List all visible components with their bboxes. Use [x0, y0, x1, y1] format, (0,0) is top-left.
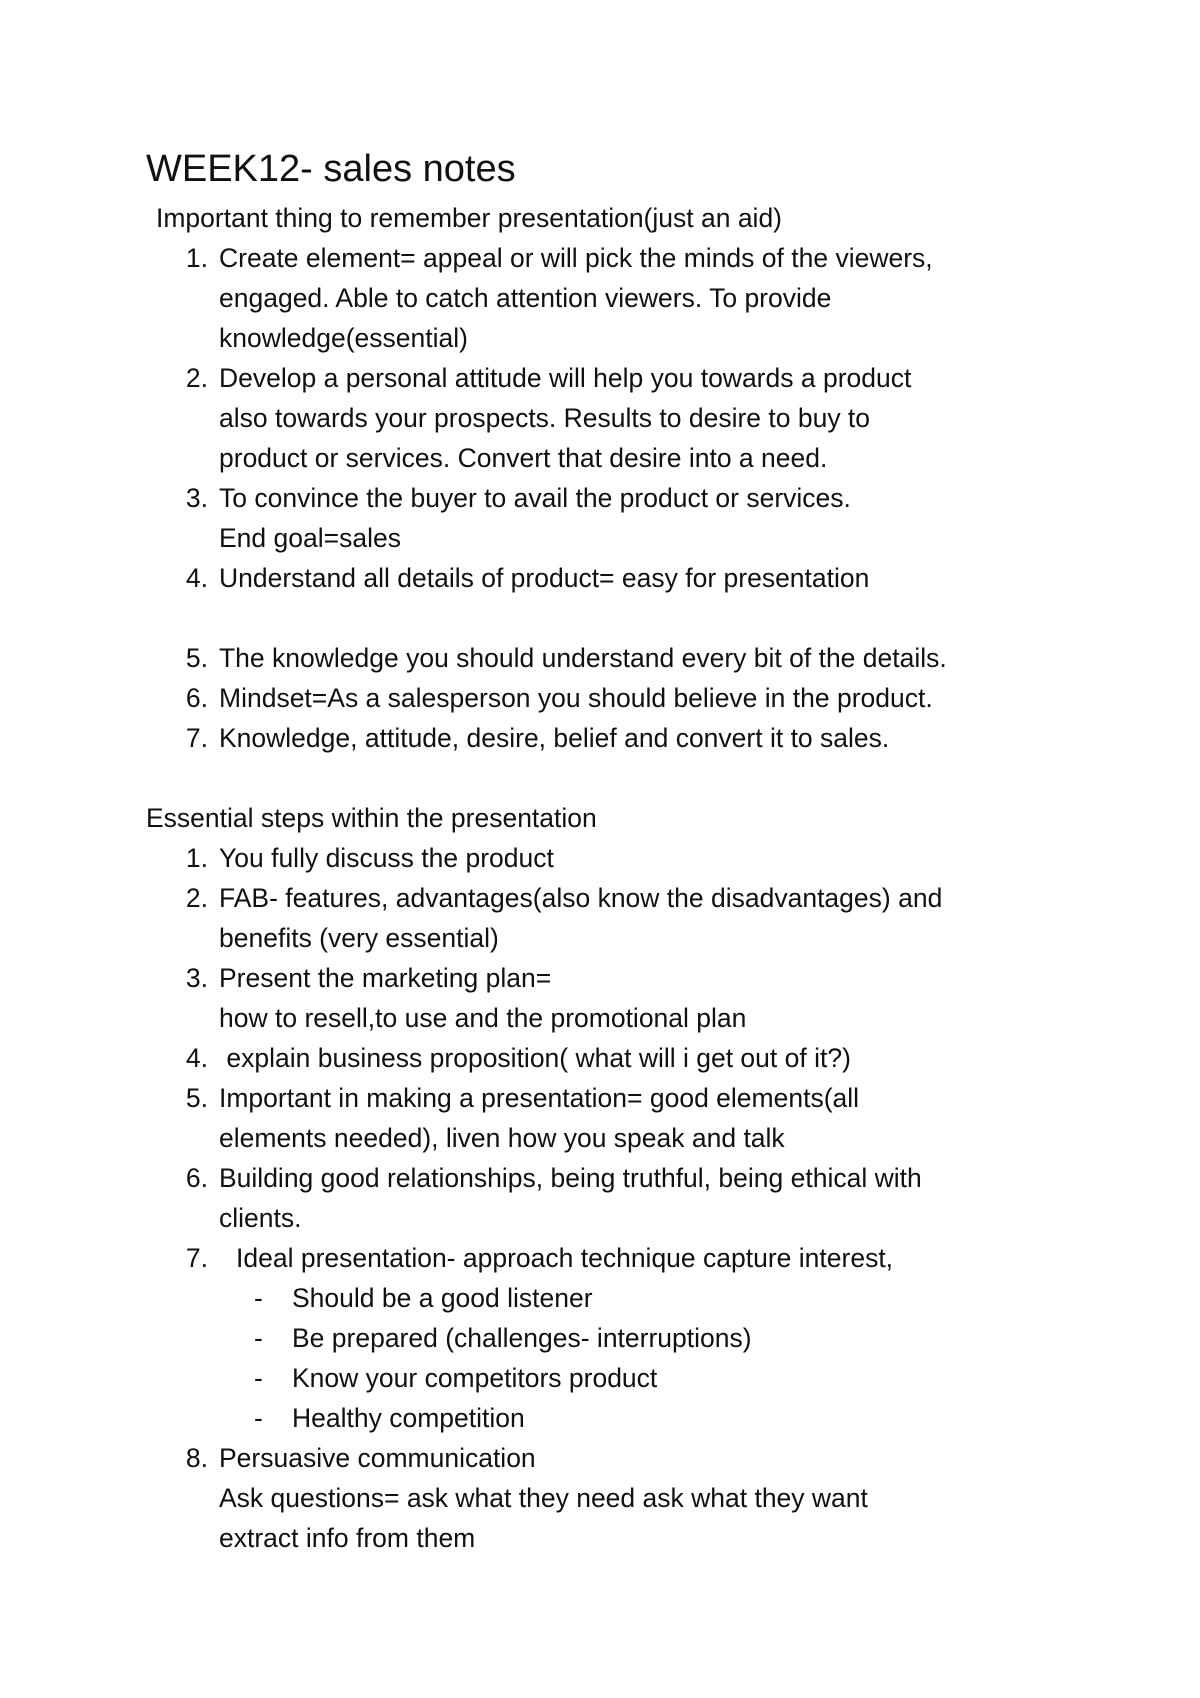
list-item-text: knowledge(essential) [219, 323, 468, 353]
list-number: 6. [185, 683, 208, 713]
list-item-text: Develop a personal attitude will help you towards a product [219, 363, 912, 393]
list-item-text: Building good relationships, being truthful, being ethical with [219, 1163, 922, 1193]
list-item-text: how to resell,to use and the promotional plan [219, 1003, 747, 1033]
list-number: 3. [185, 483, 208, 513]
bullet-marker: - [254, 1283, 263, 1313]
bullet-item: Should be a good listener [292, 1283, 593, 1313]
list-item-text: elements needed), liven how you speak and talk [219, 1123, 785, 1153]
list-item-text: Understand all details of product= easy for presentation [219, 563, 870, 593]
list-item-text: extract info from them [219, 1523, 476, 1553]
list-number: 7. [185, 723, 208, 753]
list-item-text: The knowledge you should understand every bit of the details. [219, 643, 947, 673]
bullet-item: Healthy competition [292, 1403, 525, 1433]
list-number: 1. [185, 843, 208, 873]
list-item-text: You fully discuss the product [219, 843, 554, 873]
list-number: 4. [185, 1043, 208, 1073]
bullet-item: Know your competitors product [292, 1363, 658, 1393]
section-heading: Important thing to remember presentation(just an aid) [156, 203, 783, 233]
list-item-text: Important in making a presentation= good elements(all [219, 1083, 860, 1113]
list-item-text: also towards your prospects. Results to desire to buy to [219, 403, 871, 433]
list-number: 2. [185, 883, 208, 913]
list-item-text: engaged. Able to catch attention viewers. To provide [219, 283, 832, 313]
list-number: 8. [185, 1443, 208, 1473]
list-item-text: Mindset=As a salesperson you should believe in the product. [219, 683, 933, 713]
list-number: 7. [185, 1243, 208, 1273]
page-title: WEEK12- sales notes [146, 148, 516, 190]
list-number: 3. [185, 963, 208, 993]
list-item-text: Ask questions= ask what they need ask what they want [219, 1483, 868, 1513]
list-item-text: Ideal presentation- approach technique capture interest, [236, 1243, 894, 1273]
list-item-text: explain business proposition( what will i get out of it?) [219, 1043, 851, 1073]
list-item-text: Present the marketing plan= [219, 963, 552, 993]
list-number: 4. [185, 563, 208, 593]
list-number: 5. [185, 1083, 208, 1113]
list-item-text: Knowledge, attitude, desire, belief and convert it to sales. [219, 723, 890, 753]
list-number: 2. [185, 363, 208, 393]
list-item-text: To convince the buyer to avail the product or services. [219, 483, 851, 513]
bullet-marker: - [254, 1403, 263, 1433]
list-number: 1. [185, 243, 208, 273]
list-number: 5. [185, 643, 208, 673]
list-item-text: Persuasive communication [219, 1443, 536, 1473]
list-item-text: product or services. Convert that desire into a need. [219, 443, 828, 473]
list-item-text: End goal=sales [219, 523, 401, 553]
list-item-text: clients. [219, 1203, 302, 1233]
bullet-item: Be prepared (challenges- interruptions) [292, 1323, 752, 1353]
bullet-marker: - [254, 1323, 263, 1353]
list-number: 6. [185, 1163, 208, 1193]
list-item-text: Create element= appeal or will pick the minds of the viewers, [219, 243, 933, 273]
list-item-text: FAB- features, advantages(also know the disadvantages) and [219, 883, 943, 913]
list-item-text: benefits (very essential) [219, 923, 499, 953]
bullet-marker: - [254, 1363, 263, 1393]
section-heading: Essential steps within the presentation [146, 803, 597, 833]
